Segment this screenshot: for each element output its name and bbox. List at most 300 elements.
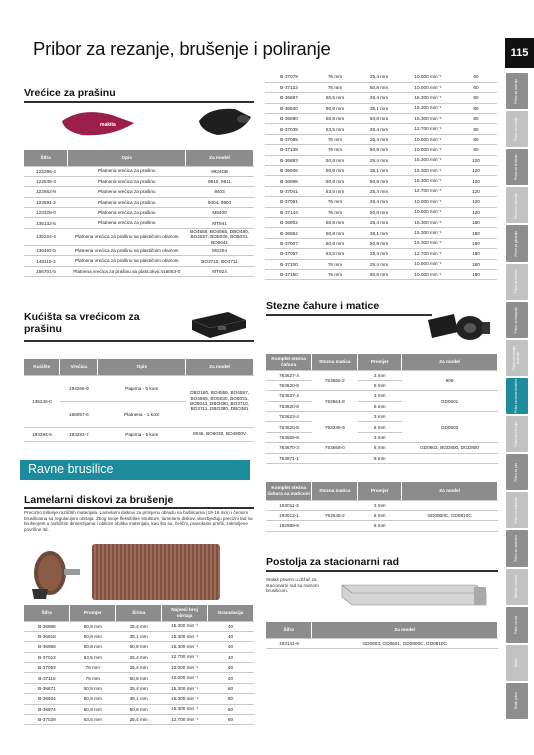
kucista-table	[24, 359, 254, 442]
sidebar-category-tab[interactable]	[506, 340, 528, 376]
flap-disc-image	[28, 543, 84, 601]
table-cell: B-36893	[265, 155, 313, 165]
table-cell: 15.300 min⁻¹	[401, 166, 455, 176]
table-cell: 50,8 mm	[357, 269, 401, 279]
table-cell: B-37100	[265, 259, 313, 269]
table-cell: 50,8 mm	[357, 207, 401, 217]
table-cell: 76 mm	[70, 673, 116, 683]
sidebar-category-tab[interactable]	[506, 111, 528, 147]
table-cell: 50,8 mm	[313, 103, 357, 113]
table-cell: 10.000 min⁻¹	[162, 673, 208, 683]
dust-bag-black-image	[195, 103, 255, 139]
table-cell: Platnena vrećica za prašinu	[68, 176, 186, 186]
side-tab-label: Pribor za testere	[514, 269, 519, 294]
table-cell: 149115-2	[24, 256, 68, 266]
ravne-brusilice-banner: Ravne brusilice	[20, 460, 250, 478]
table-row	[24, 228, 254, 245]
table-cell: 76 mm	[313, 259, 357, 269]
vrecice-heading: Vrećice za prašinu	[24, 87, 116, 99]
side-tab-label: Pribor za ravne brusilice	[514, 378, 519, 414]
table-cell: 50,8 mm	[313, 114, 357, 124]
table-cell: 60	[208, 694, 254, 704]
table-cell: 25,4 mm	[116, 663, 162, 673]
table-row	[265, 124, 497, 134]
table-cell: 60	[455, 82, 497, 92]
side-tab-label: Baterije i punjači	[514, 574, 519, 599]
table-row	[24, 266, 254, 276]
table-row	[265, 269, 497, 279]
table-cell: 76 mm	[313, 134, 357, 144]
table-cell: B-36974	[24, 704, 70, 714]
table-cell: 50,8 mm	[313, 228, 357, 238]
table-cell: 12.700 min⁻¹	[162, 715, 208, 725]
table-row	[265, 259, 497, 269]
table-row: 193011-3 3 mm	[266, 500, 498, 510]
sidebar-category-tab[interactable]	[506, 225, 528, 261]
table-cell: 38,1 mm	[357, 166, 401, 176]
col-sirina: Širina	[116, 605, 162, 621]
side-tab-label: Pribor za blanjanje	[514, 306, 519, 333]
table-cell: 60	[208, 704, 254, 714]
table-cell: Platnena vrećica za prašinu sa plast.okvir.416063-0	[68, 266, 186, 276]
table-row: 193012-1 763645-2 6 mm GD0800C, GD0810C	[266, 510, 498, 520]
table-cell: 180	[455, 249, 497, 259]
sidebar-category-tab[interactable]	[506, 378, 528, 414]
sidebar-category-tab[interactable]	[506, 454, 528, 490]
table-cell: Platnena vrećica za prašinu	[68, 208, 186, 218]
col-promjer: Promjer	[358, 482, 402, 500]
table-cell: BO4555, BO4565, DBO480, BO4557, BO5030, BO5031, BO5041	[186, 228, 254, 245]
sidebar-category-tab[interactable]	[506, 683, 528, 719]
table-cell: 15.300 min⁻¹	[162, 704, 208, 714]
col-za-model: Za model	[402, 482, 498, 500]
table-cell: 25,4 mm	[116, 621, 162, 631]
table-cell: B-37091	[265, 197, 313, 207]
table-row	[24, 663, 254, 673]
table-cell: B-36968	[24, 642, 70, 652]
table-cell: 25,4 mm	[357, 217, 401, 227]
col-opis: Opis	[98, 359, 186, 375]
table-cell: 122591-2	[24, 197, 68, 207]
table-cell: 50,8 mm	[70, 642, 116, 652]
col-za-model: Za model	[186, 150, 254, 166]
col-za-model: Za model	[402, 354, 498, 370]
table-cell: 15.300 min⁻¹	[401, 217, 455, 227]
table-cell: 166701-5	[24, 266, 68, 276]
table-cell: 12.700 min⁻¹	[401, 249, 455, 259]
col-granulacija: Granulacija	[208, 605, 254, 621]
side-tab-label: Pribor za pile	[514, 462, 519, 482]
col-sifra: Šifra	[24, 605, 70, 621]
table-cell: 63,5 mm	[70, 715, 116, 725]
table-cell: B-37116	[24, 673, 70, 683]
table-cell: 50,8 mm	[313, 155, 357, 165]
table-cell: 136492-5	[24, 246, 68, 256]
table-cell: 120	[455, 207, 497, 217]
table-cell: 25,4 mm	[357, 93, 401, 103]
table-cell: 180	[455, 259, 497, 269]
table-cell: 38,1 mm	[116, 631, 162, 641]
table-cell: 25,4 mm	[357, 124, 401, 134]
table-row	[265, 238, 497, 248]
table-row	[265, 134, 497, 144]
table-cell: 38,1 mm	[357, 228, 401, 238]
vrecice-table	[24, 150, 254, 277]
table-cell: 76 mm	[313, 207, 357, 217]
dust-box-image	[188, 306, 250, 342]
table-row	[24, 246, 254, 256]
table-row	[265, 155, 497, 165]
table-cell: 9403	[186, 187, 254, 197]
ravne-divider	[20, 478, 250, 480]
table-cell: Platnena vrećica za prašinu	[68, 166, 186, 176]
table-cell: 9924DB	[186, 166, 254, 176]
table-cell: 122296-4	[24, 166, 68, 176]
sidebar-category-tab[interactable]	[506, 416, 528, 452]
col-vrecica: Vrećica	[60, 359, 98, 375]
table-cell: B-36918	[24, 631, 70, 641]
table-row: 763620-8 6 mm	[266, 380, 498, 390]
table-row	[24, 218, 254, 228]
table-row	[24, 166, 254, 176]
table-cell: 40	[208, 621, 254, 631]
table-cell: 50,8 mm	[116, 704, 162, 714]
table-cell: Platnena vrećica za prašinu sa plastičnim okvirom	[68, 256, 186, 266]
table-cell: 10.000 min⁻¹	[401, 82, 455, 92]
table-cell: 50,8 mm	[70, 704, 116, 714]
table-cell: 15.300 min⁻¹	[162, 694, 208, 704]
table-cell: 15.300 min⁻¹	[401, 176, 455, 186]
stezne-table-2	[266, 482, 498, 532]
col-matica: Stezna matica	[312, 482, 358, 500]
sidebar-category-tab[interactable]	[506, 607, 528, 643]
col-cahura: Komplet stezna čahura	[266, 354, 312, 370]
table-cell: 50,8 mm	[357, 238, 401, 248]
table-cell: 76 mm	[313, 72, 357, 82]
lamelarni-divider	[24, 507, 254, 509]
table-row	[24, 197, 254, 207]
table-cell: 9910, 9911	[186, 176, 254, 186]
table-cell: 76 mm	[313, 82, 357, 92]
table-cell: 50,8 mm	[313, 166, 357, 176]
side-tab-label: Pribor za brušenje	[514, 154, 519, 181]
table-cell: 40	[208, 652, 254, 662]
table-cell: 63,5 mm	[313, 124, 357, 134]
table-cell: 123328-0	[24, 208, 68, 218]
table-cell: 76 mm	[313, 269, 357, 279]
table-row	[24, 715, 254, 725]
table-cell: 9404, 9903	[186, 197, 254, 207]
table-cell: 120	[455, 176, 497, 186]
stezne-heading: Stezne čahure i matice	[266, 300, 380, 312]
table-row	[265, 207, 497, 217]
table-row	[265, 93, 497, 103]
table-row: 763671-1 8 mm	[266, 453, 498, 463]
table-row	[24, 704, 254, 714]
table-cell: 12.700 min⁻¹	[401, 124, 455, 134]
makita-logo: makita	[100, 122, 116, 128]
table-row: 192989-9 6 mm	[266, 521, 498, 531]
table-cell: 120	[455, 186, 497, 196]
table-cell: 80	[455, 93, 497, 103]
dust-bag-red-image	[52, 107, 147, 139]
sidebar-category-tab[interactable]	[506, 302, 528, 338]
table-cell: 15.300 min⁻¹	[162, 631, 208, 641]
table-cell: 50,8 mm	[357, 176, 401, 186]
sidebar-category-tab[interactable]	[506, 73, 528, 109]
side-tab-label: Pribor za rezanje, brušenje	[512, 345, 520, 371]
col-za-model: Za model	[312, 622, 498, 638]
table-cell: B-37144	[265, 207, 313, 217]
table-cell: B-37007	[265, 238, 313, 248]
postolja-table	[266, 622, 498, 649]
table-cell: 10.000 min⁻¹	[162, 663, 208, 673]
table-cell: 80	[455, 134, 497, 144]
lamelarni-heading: Lamelarni diskovi za brušenje	[24, 494, 174, 506]
table-row	[24, 621, 254, 631]
table-cell: 25,4 mm	[116, 652, 162, 662]
sidebar-category-tab[interactable]	[506, 149, 528, 185]
table-cell: 25,4 mm	[357, 155, 401, 165]
table-cell: Platnena vrećica za prašinu	[68, 187, 186, 197]
table-cell: 40	[208, 642, 254, 652]
table-row	[24, 256, 254, 266]
sidebar-category-tab[interactable]	[506, 645, 528, 681]
table-cell: 25,4 mm	[116, 683, 162, 693]
stezne-divider	[266, 314, 432, 316]
table-row: 135246-0 194266-9 Papirna - 5 kom DBO180, BO4555, BO4557, BO4565, BO5030, BO5031, BO5041, DBO480, BO3710, BO3711, DBO380, DBO381	[24, 375, 254, 401]
table-row	[24, 176, 254, 186]
col-opis: Opis	[68, 150, 186, 166]
table-cell: 50,8 mm	[357, 82, 401, 92]
table-row	[24, 683, 254, 693]
table-cell: 76 mm	[313, 197, 357, 207]
table-cell: B-36996	[265, 176, 313, 186]
side-tab-label: Pribor za glodanje	[514, 230, 519, 257]
table-cell: 60	[208, 683, 254, 693]
sidebar-category-tab[interactable]	[506, 264, 528, 300]
table-cell: B-36871	[24, 683, 70, 693]
table-cell: 120	[455, 166, 497, 176]
table-cell: 15.300 min⁻¹	[162, 621, 208, 631]
table-cell: 10.000 min⁻¹	[401, 207, 455, 217]
col-matica: Stezna matica	[312, 354, 358, 370]
table-cell: B-37079	[265, 72, 313, 82]
stezne-table	[266, 354, 498, 464]
table-cell: 10.000 min⁻¹	[401, 269, 455, 279]
table-row	[24, 673, 254, 683]
table-cell: 15.300 min⁻¹	[162, 683, 208, 693]
table-cell: 40	[208, 673, 254, 683]
table-cell: 25,4 mm	[357, 249, 401, 259]
table-row: 763620-8 6 mm	[266, 401, 498, 411]
side-tab-label: Pribor za rezanje	[514, 117, 519, 142]
table-row	[265, 249, 497, 259]
table-row	[265, 72, 497, 82]
table-cell: Platnena vrećica za prašinu	[68, 218, 186, 228]
table-row	[265, 114, 497, 124]
table-row: 193141-9 GD0603, GD0601, GD0800C, GD0810C	[266, 638, 498, 648]
table-cell: 50,5 mm	[313, 93, 357, 103]
table-cell: 25,4 mm	[116, 715, 162, 725]
sidebar-category-tab[interactable]	[506, 492, 528, 528]
table-cell: 50,8 mm	[116, 642, 162, 652]
table-cell: 10.000 min⁻¹	[401, 259, 455, 269]
table-row: 763627-4 763664-8 3 mm GD0601	[266, 391, 498, 401]
table-cell: 76 mm	[70, 663, 116, 673]
table-cell: 40	[208, 631, 254, 641]
table-cell: Platnena vrećica za prašinu sa plastičnim okvirom	[68, 228, 186, 245]
table-cell: 25,4 mm	[357, 134, 401, 144]
table-row: 763623-4 763236-9 3 mm GD0603	[266, 412, 498, 422]
side-tab-label: Ostali pribor	[514, 692, 519, 710]
table-cell: B-37035	[265, 124, 313, 134]
table-cell: 50,8 mm	[357, 114, 401, 124]
sidebar-category-tab[interactable]	[506, 187, 528, 223]
table-row: 166057-6 Platnena - 1 kom	[24, 401, 254, 427]
table-cell: 50,8 mm	[313, 238, 357, 248]
table-cell: B-37085	[265, 134, 313, 144]
postolja-divider	[266, 570, 498, 572]
table-cell: 50,8 mm	[313, 217, 357, 227]
col-sifra: Šifra	[266, 622, 312, 638]
table-row	[265, 186, 497, 196]
table-cell: 25,4 mm	[357, 197, 401, 207]
table-cell: 38,1 mm	[116, 694, 162, 704]
table-row	[24, 187, 254, 197]
side-tab-label: Pribor za bušenje	[514, 78, 519, 104]
table-cell: B-37150	[265, 269, 313, 279]
table-cell: MT924	[186, 266, 254, 276]
table-row	[24, 694, 254, 704]
lamelarni-table	[24, 605, 254, 725]
sidebar-category-tab[interactable]	[506, 530, 528, 566]
table-cell: Platnena vrećica za prašinu	[68, 197, 186, 207]
table-cell: 15.300 min⁻¹	[401, 93, 455, 103]
table-cell: 25,4 mm	[357, 72, 401, 82]
table-cell: 10.000 min⁻¹	[401, 134, 455, 144]
col-promjer: Promjer	[358, 354, 402, 370]
flap-disc-product-image	[92, 544, 220, 600]
table-cell: Platnena vrećica za prašinu sa plastičnim okvirom	[68, 246, 186, 256]
col-sifra: Šifra	[24, 150, 68, 166]
table-row	[24, 208, 254, 218]
table-cell: 63,5 mm	[313, 186, 357, 196]
postolja-heading: Postolja za stacionarni rad	[266, 556, 400, 568]
table-row	[265, 228, 497, 238]
table-row	[265, 145, 497, 155]
table-cell: 80	[455, 124, 497, 134]
side-tab-label: Pribor za rad	[514, 615, 519, 634]
table-cell: B-36980	[265, 114, 313, 124]
table-cell: 122562-8	[24, 187, 68, 197]
table-cell: 25,4 mm	[357, 186, 401, 196]
table-cell: 60	[208, 715, 254, 725]
side-tab-label: Ostalo	[514, 658, 519, 668]
table-cell: 50,8 mm	[70, 631, 116, 641]
table-cell: B-36887	[265, 93, 313, 103]
col-za-model: Za model	[186, 359, 254, 375]
stand-image	[336, 575, 496, 615]
table-row	[265, 217, 497, 227]
table-cell: B-37013	[24, 652, 70, 662]
table-cell: 10.000 min⁻¹	[401, 72, 455, 82]
page-number: 115	[505, 38, 534, 68]
lamelarni-table-continued	[265, 72, 497, 280]
table-cell: 15.300 min⁻¹	[401, 103, 455, 113]
table-cell: 15.300 min⁻¹	[401, 228, 455, 238]
table-cell: 60	[455, 72, 497, 82]
table-cell: 180	[455, 228, 497, 238]
table-cell: 50,8 mm	[313, 176, 357, 186]
table-cell: MT941	[186, 218, 254, 228]
page-title: Pribor za rezanje, brušenje i poliranje	[33, 38, 331, 59]
sidebar-category-tab[interactable]	[506, 569, 528, 605]
table-cell: B-36924	[24, 694, 70, 704]
table-cell: 15.300 min⁻¹	[401, 238, 455, 248]
table-cell: 63,5 mm	[313, 249, 357, 259]
table-row	[265, 197, 497, 207]
table-cell: B-37063	[24, 663, 70, 673]
table-cell: M9400	[186, 208, 254, 218]
table-row	[24, 642, 254, 652]
table-cell: B-37057	[265, 249, 313, 259]
table-cell: 50,8 mm	[357, 145, 401, 155]
table-row: 763670-3 763668-0 6 mm GD0602, BGD800, DGD800	[266, 443, 498, 453]
table-row: 763620-8 6 mm	[266, 422, 498, 432]
table-cell: 50,8 mm	[70, 694, 116, 704]
table-cell: 180	[455, 269, 497, 279]
table-cell: B-37041	[265, 186, 313, 196]
table-row	[265, 82, 497, 92]
table-cell: B-36902	[265, 217, 313, 227]
table-cell: 10.000 min⁻¹	[401, 145, 455, 155]
table-cell: 15.300 min⁻¹	[162, 642, 208, 652]
table-cell: 15.300 min⁻¹	[401, 155, 455, 165]
col-promjer: Promjer	[70, 605, 116, 621]
table-row: 763669-8 3 mm	[266, 432, 498, 442]
table-cell: 25,4 mm	[357, 259, 401, 269]
col-cahura-matica: Komplet stezna čahura sa maticom	[266, 482, 312, 500]
side-tab-label: Pribor za čišćenje	[514, 421, 519, 447]
table-cell: 50,8 mm	[116, 673, 162, 683]
side-tab-label: Pribor za vrtlarstvo	[514, 497, 519, 524]
table-cell: 80	[455, 103, 497, 113]
table-cell: 122549-3	[24, 176, 68, 186]
table-cell: 135224-4	[24, 228, 68, 245]
table-row	[265, 176, 497, 186]
table-cell: 12.700 min⁻¹	[401, 186, 455, 196]
table-cell: 80	[455, 145, 497, 155]
table-cell: 120	[455, 197, 497, 207]
table-cell: 120	[455, 155, 497, 165]
table-cell: 50,8 mm	[70, 621, 116, 631]
kucista-heading: Kućišta sa vrećicom za prašinu	[24, 311, 140, 336]
col-kuciste: Kućište	[24, 359, 60, 375]
table-row: 763627-4 763666-2 3 mm 906	[266, 370, 498, 380]
lamelarni-description: Precizno trišenje različitih materijala. Lamelarni diskovi za primjenu obradu sa bušilicama (19-16 mm) i čeonim brusilicama sa regulacijom obrtaja. Zbog svoje fleksibilne strukture, lamelarni diskovi obezbjeđuju precizni tad sa brušenjem u različitim dimenzijama i oblicim obilika materijala, kao što su: čelični, pravokutni profili, zakrivljene površine itd.	[24, 510, 253, 533]
table-row	[24, 631, 254, 641]
table-cell: 180	[455, 238, 497, 248]
table-cell: 38,1 mm	[357, 103, 401, 113]
postolja-description: Stalak pravno u držač za stacionarni rad sa ravnom brusilicom.	[266, 577, 319, 594]
col-obrtaji: Najveći broj obrtaja	[162, 605, 208, 621]
table-cell: 50,5 mm	[70, 683, 116, 693]
table-cell: B-36930	[265, 103, 313, 113]
table-row	[265, 103, 497, 113]
table-cell: 40	[208, 663, 254, 673]
table-cell: 10.000 min⁻¹	[401, 197, 455, 207]
